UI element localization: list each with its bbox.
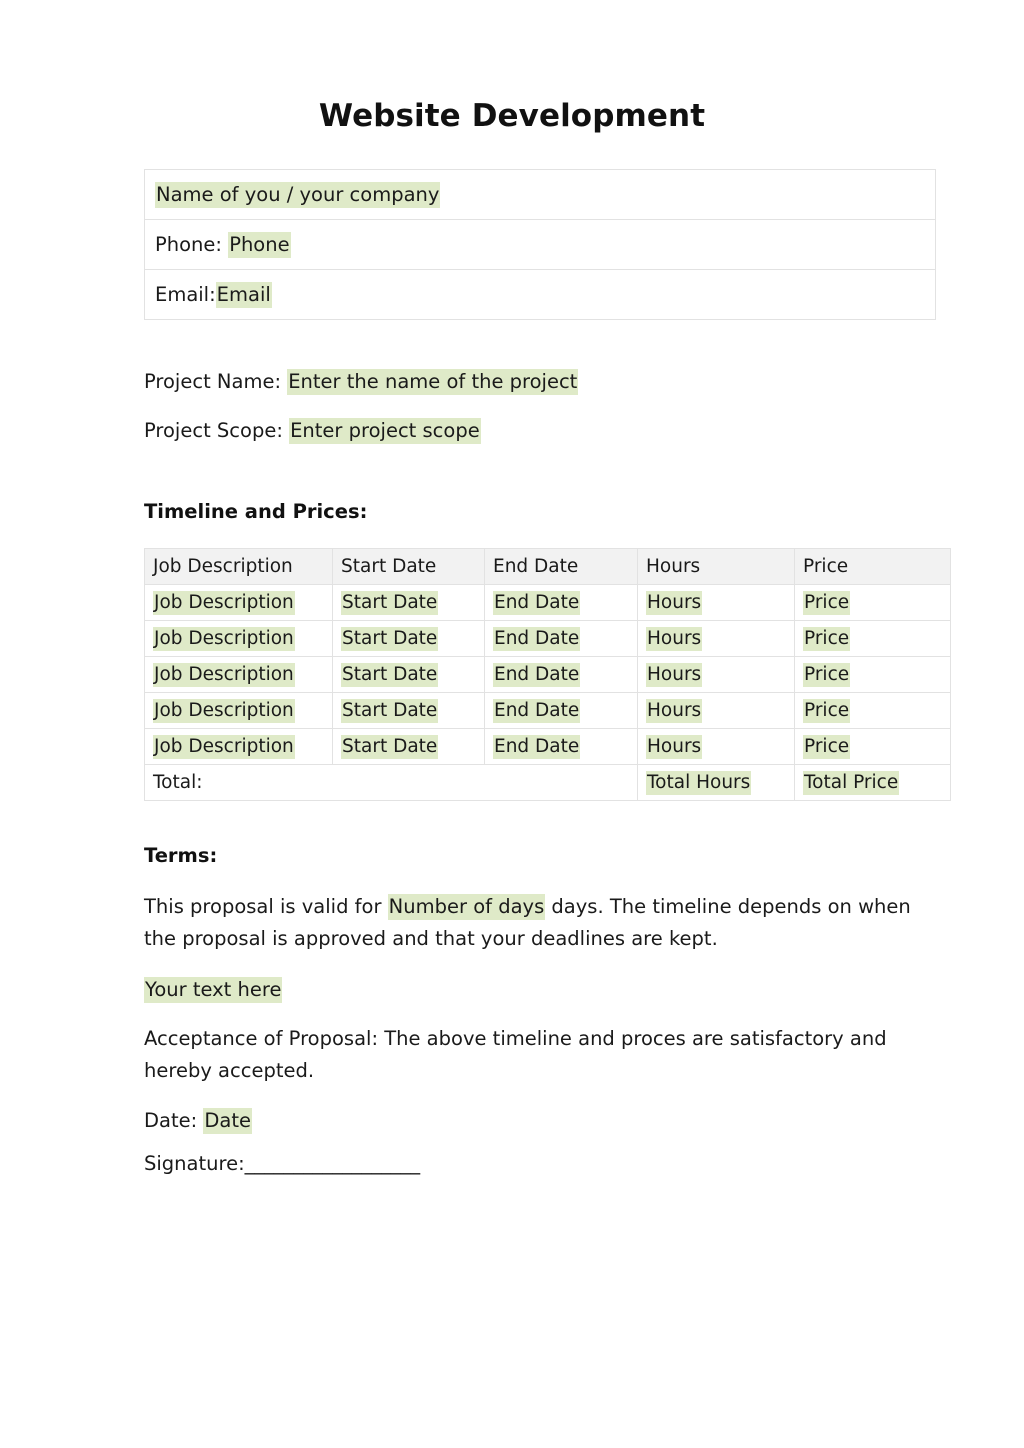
cell-value[interactable]: Start Date bbox=[342, 700, 438, 721]
cell-value[interactable]: Hours bbox=[647, 664, 702, 685]
cell-end-date bbox=[485, 729, 638, 765]
project-name-value[interactable]: Enter the name of the project bbox=[288, 370, 578, 393]
cell-value[interactable]: Hours bbox=[647, 592, 702, 613]
table-row bbox=[145, 693, 951, 729]
table-row bbox=[145, 270, 936, 320]
timeline-and-prices-table bbox=[144, 548, 951, 801]
cell-job-description bbox=[145, 585, 333, 621]
cell-value[interactable]: Job Description bbox=[154, 700, 294, 721]
cell-price bbox=[795, 693, 951, 729]
signature-line bbox=[144, 1148, 420, 1180]
cell-start-date bbox=[333, 657, 485, 693]
cell-job-description bbox=[145, 621, 333, 657]
phone-label: Phone: bbox=[155, 233, 229, 256]
email-value[interactable]: Email bbox=[216, 283, 271, 306]
terms-validity-paragraph bbox=[144, 891, 944, 955]
cell-price bbox=[795, 621, 951, 657]
cell-start-date bbox=[333, 693, 485, 729]
contact-info-table bbox=[144, 169, 936, 320]
cell-end-date bbox=[485, 585, 638, 621]
terms-custom-text-paragraph bbox=[144, 974, 282, 1006]
cell-job-description bbox=[145, 657, 333, 693]
table-row bbox=[145, 170, 936, 220]
cell-total-price bbox=[795, 765, 951, 801]
project-scope-value[interactable]: Enter project scope bbox=[290, 419, 480, 442]
cell-value[interactable]: Start Date bbox=[342, 736, 438, 757]
cell-start-date bbox=[333, 585, 485, 621]
email-label: Email: bbox=[155, 283, 216, 306]
cell-end-date bbox=[485, 693, 638, 729]
cell-value[interactable]: End Date bbox=[494, 700, 580, 721]
column-header-job-description: Job Description bbox=[145, 549, 333, 585]
cell-value[interactable]: Price bbox=[804, 592, 850, 613]
cell-price bbox=[795, 729, 951, 765]
date-line bbox=[144, 1105, 252, 1137]
cell-value[interactable]: Start Date bbox=[342, 628, 438, 649]
signature-label: Signature: bbox=[144, 1152, 245, 1175]
cell-hours bbox=[638, 657, 795, 693]
cell-value[interactable]: Job Description bbox=[154, 592, 294, 613]
timeline-and-prices-heading: Timeline and Prices: bbox=[144, 500, 368, 523]
validity-suffix-text: days. The timeline depends on when the proposal is approved and that your deadlines are kept. bbox=[144, 895, 911, 950]
cell-hours bbox=[638, 729, 795, 765]
table-header-row bbox=[145, 549, 951, 585]
column-header-hours: Hours bbox=[638, 549, 795, 585]
cell-value[interactable]: Price bbox=[804, 664, 850, 685]
page-title: Website Development bbox=[318, 98, 706, 134]
table-row bbox=[145, 585, 951, 621]
cell-value[interactable]: Price bbox=[804, 736, 850, 757]
cell-end-date bbox=[485, 657, 638, 693]
cell-value[interactable]: End Date bbox=[494, 664, 580, 685]
cell-value[interactable]: Hours bbox=[647, 736, 702, 757]
project-scope-label: Project Scope: bbox=[144, 419, 290, 442]
cell-value[interactable]: Hours bbox=[647, 628, 702, 649]
cell-value[interactable]: Start Date bbox=[342, 592, 438, 613]
custom-text-value[interactable]: Your text here bbox=[145, 978, 282, 1001]
date-value[interactable]: Date bbox=[204, 1109, 251, 1132]
cell-value[interactable]: Price bbox=[804, 628, 850, 649]
cell-hours bbox=[638, 585, 795, 621]
total-hours-value[interactable]: Total Hours bbox=[647, 772, 751, 793]
table-row bbox=[145, 729, 951, 765]
cell-value[interactable]: Price bbox=[804, 700, 850, 721]
cell-total-hours bbox=[638, 765, 795, 801]
cell-hours bbox=[638, 693, 795, 729]
cell-hours bbox=[638, 621, 795, 657]
cell-value[interactable]: Job Description bbox=[154, 736, 294, 757]
table-row bbox=[145, 220, 936, 270]
validity-prefix-text: This proposal is valid for bbox=[144, 895, 388, 918]
total-price-value[interactable]: Total Price bbox=[804, 772, 899, 793]
column-header-start-date: Start Date bbox=[333, 549, 485, 585]
cell-job-description bbox=[145, 729, 333, 765]
project-name-label: Project Name: bbox=[144, 370, 288, 393]
project-scope-line bbox=[144, 419, 481, 442]
cell-value[interactable]: End Date bbox=[494, 628, 580, 649]
table-total-row bbox=[145, 765, 951, 801]
project-name-line bbox=[144, 370, 578, 393]
number-of-days-value[interactable]: Number of days bbox=[388, 895, 545, 918]
table-row bbox=[145, 621, 951, 657]
signature-blank-line[interactable]: __________________ bbox=[244, 1152, 421, 1175]
email-cell bbox=[145, 270, 936, 320]
cell-value[interactable]: End Date bbox=[494, 736, 580, 757]
column-header-price: Price bbox=[795, 549, 951, 585]
company-name-value[interactable]: Name of you / your company bbox=[156, 183, 440, 206]
phone-value[interactable]: Phone bbox=[229, 233, 290, 256]
cell-value[interactable]: Start Date bbox=[342, 664, 438, 685]
cell-job-description bbox=[145, 693, 333, 729]
column-header-end-date: End Date bbox=[485, 549, 638, 585]
phone-cell bbox=[145, 220, 936, 270]
cell-end-date bbox=[485, 621, 638, 657]
acceptance-of-proposal-paragraph: Acceptance of Proposal: The above timeline and proces are satisfactory and hereby accepted. bbox=[144, 1027, 887, 1082]
terms-heading: Terms: bbox=[144, 844, 218, 867]
cell-price bbox=[795, 585, 951, 621]
cell-value[interactable]: Job Description bbox=[154, 628, 294, 649]
table-row bbox=[145, 657, 951, 693]
date-label: Date: bbox=[144, 1109, 204, 1132]
cell-value[interactable]: Hours bbox=[647, 700, 702, 721]
cell-start-date bbox=[333, 729, 485, 765]
cell-start-date bbox=[333, 621, 485, 657]
cell-value[interactable]: End Date bbox=[494, 592, 580, 613]
cell-value[interactable]: Job Description bbox=[154, 664, 294, 685]
cell-price bbox=[795, 657, 951, 693]
cell-total-label: Total: bbox=[145, 765, 638, 801]
company-name-cell bbox=[145, 170, 936, 220]
